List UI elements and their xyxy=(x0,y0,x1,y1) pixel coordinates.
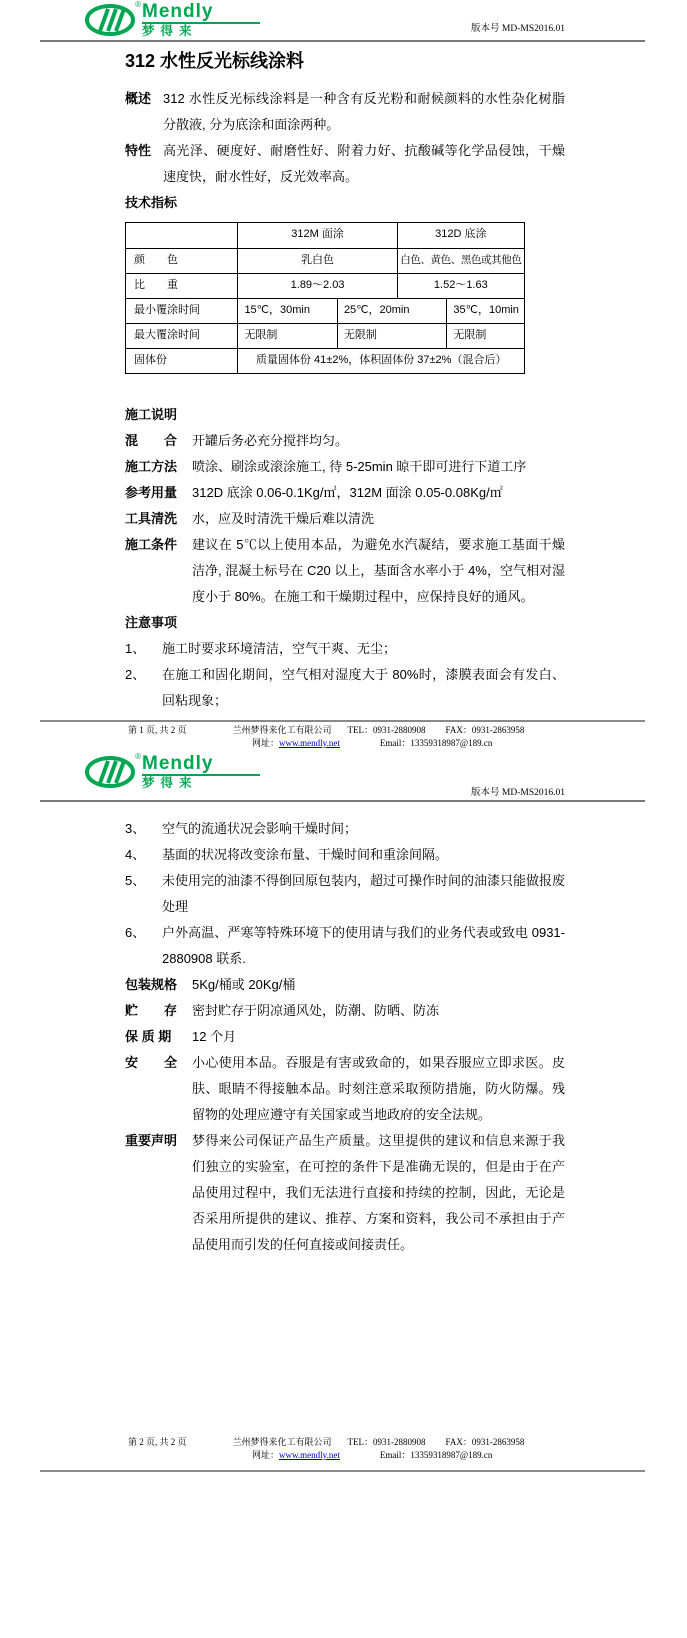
item-text: 5Kg/桶或 20Kg/桶 xyxy=(192,977,296,992)
tel-label: TEL：0931-2880908 xyxy=(347,725,426,735)
table-cell: 无限制 xyxy=(237,324,337,348)
construction-item-mixing xyxy=(125,428,565,454)
table-row-color xyxy=(126,248,524,273)
mendly-logo-icon xyxy=(85,2,139,36)
website-label xyxy=(252,1449,340,1462)
construction-item-cleaning xyxy=(125,506,565,532)
email-label: Email：13359318987@189.cn xyxy=(379,738,493,748)
version-label: 版本号 MD-MS2016.01 xyxy=(471,24,565,34)
construction-item-coverage xyxy=(125,480,565,506)
table-cell: 乳白色 xyxy=(237,249,396,273)
item-disclaimer xyxy=(125,1128,565,1258)
brand-name-cn: 梦得来 xyxy=(142,24,198,38)
table-cell xyxy=(126,223,237,248)
website-label xyxy=(252,737,340,750)
note-number: 1、 xyxy=(125,641,146,656)
item-label: 工具清洗 xyxy=(125,511,178,526)
table-cell: 25℃，20min xyxy=(337,299,446,323)
website-prefix: 网址： xyxy=(252,1450,280,1460)
note-item-2 xyxy=(125,662,565,714)
note-item-3 xyxy=(125,816,565,842)
email-label: Email：13359318987@189.cn xyxy=(379,1450,493,1460)
item-label: 保 质 期 xyxy=(125,1029,172,1044)
table-header-row xyxy=(126,223,524,248)
page-number: 第 2 页, 共 2 页 xyxy=(128,1437,187,1447)
footer-line-2 xyxy=(40,1449,645,1462)
notes-heading: 注意事项 xyxy=(125,615,178,630)
brand-name: Mendly xyxy=(142,753,214,774)
logo-text xyxy=(142,2,260,38)
footer-line-1 xyxy=(40,724,645,737)
table-row-specific-gravity xyxy=(126,273,524,298)
note-text: 空气的流通状况会影响干燥时间； xyxy=(162,821,358,836)
item-text: 水，应及时清洗干燥后难以清洗 xyxy=(192,511,375,526)
item-text: 开罐后务必充分搅拌均匀。 xyxy=(192,433,349,448)
website-link[interactable]: www.mendly.net xyxy=(279,1450,340,1460)
table-row-label: 最大覆涂时间 xyxy=(134,329,200,341)
note-text: 施工时要求环境清洁，空气干爽、无尘； xyxy=(162,641,397,656)
item-text: 梦得来公司保证产品生产质量。这里提供的建议和信息来源于我们独立的实验室，在可控的条件下是准确无误的，但是由于在产品使用过程中，我们无法进行直接和持续的控制，因此，无论是否采用所提供的建议、推荐、方案和资料，我公司不承担由于产品使用而引发的任何直接或间接责任。 xyxy=(192,1133,565,1252)
table-cell: 15℃，30min xyxy=(237,299,337,323)
construction-item-method xyxy=(125,454,565,480)
note-item-5 xyxy=(125,868,565,920)
table-row-max-recoat xyxy=(126,323,524,348)
item-shelf-life xyxy=(125,1024,565,1050)
item-label: 重要声明 xyxy=(125,1133,178,1148)
header-rule xyxy=(40,40,645,42)
brand-name-cn: 梦得来 xyxy=(142,776,198,790)
logo-text xyxy=(142,754,260,790)
footer-rule xyxy=(40,1470,645,1472)
features-section xyxy=(125,138,565,190)
table-row-label: 颜 色 xyxy=(134,254,178,266)
page-title: 312 水性反光标线涂料 xyxy=(125,51,305,71)
item-label: 参考用量 xyxy=(125,485,178,500)
note-item-1 xyxy=(125,636,565,662)
table-cell: 1.89～2.03 xyxy=(237,274,396,298)
overview-text: 312 水性反光标线涂料是一种含有反光粉和耐候颜料的水性杂化树脂分散液, 分为底涂和面涂两种。 xyxy=(163,91,565,132)
item-label: 混 合 xyxy=(125,433,178,448)
item-packaging xyxy=(125,972,565,998)
table-cell: 35℃，10min xyxy=(446,299,524,323)
mendly-logo xyxy=(85,2,687,38)
note-number: 3、 xyxy=(125,821,146,836)
fax-label: FAX：0931-2863958 xyxy=(445,1437,525,1447)
page2-footer xyxy=(40,1436,645,1462)
note-number: 2、 xyxy=(125,667,146,682)
features-text: 高光泽、硬度好、耐磨性好、附着力好、抗酸碱等化学品侵蚀，干燥速度快，耐水性好，反光效率高。 xyxy=(163,143,565,184)
item-safety xyxy=(125,1050,565,1128)
features-label: 特性 xyxy=(125,143,152,158)
table-col-header-312m: 312M 面涂 xyxy=(237,223,396,248)
item-label: 包装规格 xyxy=(125,977,178,992)
item-label: 施工方法 xyxy=(125,459,178,474)
mendly-logo xyxy=(85,754,687,790)
table-cell: 1.52～1.63 xyxy=(397,274,524,298)
note-item-6 xyxy=(125,920,565,972)
page-header xyxy=(0,0,687,42)
table-cell: 白色、黄色、黑色或其他色 xyxy=(397,249,524,273)
table-row-min-recoat xyxy=(126,298,524,323)
mendly-logo-icon xyxy=(85,754,139,788)
fax-label: FAX：0931-2863958 xyxy=(445,725,525,735)
page1-footer xyxy=(40,720,645,750)
table-cell: 质量固体份 41±2%，体积固体份 37±2%（混合后） xyxy=(237,349,524,373)
table-row-label: 比 重 xyxy=(134,279,178,291)
table-col-header-312d: 312D 底涂 xyxy=(397,223,524,248)
item-storage xyxy=(125,998,565,1024)
table-cell: 无限制 xyxy=(446,324,524,348)
website-link[interactable]: www.mendly.net xyxy=(279,738,340,748)
note-item-4 xyxy=(125,842,565,868)
note-number: 4、 xyxy=(125,847,146,862)
item-text: 密封贮存于阴凉通风处，防潮、防晒、防冻 xyxy=(192,1003,440,1018)
footer-line-2 xyxy=(40,737,645,750)
item-text: 312D 底涂 0.06-0.1Kg/㎡，312M 面涂 0.05-0.08Kg/㎡ xyxy=(192,485,503,500)
note-text: 未使用完的油漆不得倒回原包装内，超过可操作时间的油漆只能做报废处理 xyxy=(162,873,566,914)
item-text: 建议在 5℃以上使用本品，为避免水汽凝结，要求施工基面干燥洁净, 混凝土标号在 C20 以上，基面含水率小于 4%，空气相对湿度小于 80%。在施工和干燥期过程中，应保持良好的通风。 xyxy=(192,537,565,604)
page-header xyxy=(0,752,687,802)
footer-line-1 xyxy=(40,1436,645,1449)
table-row-label: 最小覆涂时间 xyxy=(134,304,200,316)
note-text: 基面的状况将改变涂布量、干燥时间和重涂间隔。 xyxy=(162,847,449,862)
company-name: 兰州梦得来化工有限公司 xyxy=(232,725,332,735)
registered-mark: ® xyxy=(135,752,141,761)
note-text: 户外高温、严寒等特殊环境下的使用请与我们的业务代表或致电 0931-2880908 联系. xyxy=(162,925,565,966)
page-1 xyxy=(0,0,687,752)
item-text: 喷涂、刷涂或滚涂施工, 待 5-25min 晾干即可进行下道工序 xyxy=(192,459,527,474)
table-cell: 无限制 xyxy=(337,324,446,348)
construction-heading: 施工说明 xyxy=(125,407,178,422)
item-label: 贮 存 xyxy=(125,1003,178,1018)
page-2 xyxy=(0,752,687,1638)
item-label: 安 全 xyxy=(125,1055,178,1070)
overview-label: 概述 xyxy=(125,91,152,106)
item-text: 12 个月 xyxy=(192,1029,237,1044)
table-row-solids xyxy=(126,348,524,373)
tel-label: TEL：0931-2880908 xyxy=(347,1437,426,1447)
version-label: 版本号 MD-MS2016.01 xyxy=(471,788,565,798)
company-name: 兰州梦得来化工有限公司 xyxy=(232,1437,332,1447)
tech-specs-table xyxy=(125,222,525,374)
registered-mark: ® xyxy=(135,0,141,9)
table-row-label: 固体份 xyxy=(134,354,167,366)
overview-section xyxy=(125,86,565,138)
item-text: 小心使用本品。吞服是有害或致命的，如果吞服应立即求医。皮肤、眼睛不得接触本品。时刻注意采取预防措施，防火防爆。残留物的处理应遵守有关国家或当地政府的安全法规。 xyxy=(192,1055,565,1122)
note-text: 在施工和固化期间，空气相对湿度大于 80%时，漆膜表面会有发白、回粘现象； xyxy=(162,667,565,708)
page-number: 第 1 页, 共 2 页 xyxy=(128,725,187,735)
note-number: 6、 xyxy=(125,925,146,940)
note-number: 5、 xyxy=(125,873,146,888)
item-label: 施工条件 xyxy=(125,537,178,552)
website-prefix: 网址： xyxy=(252,738,280,748)
construction-item-conditions xyxy=(125,532,565,610)
brand-name: Mendly xyxy=(142,1,214,22)
tech-specs-heading: 技术指标 xyxy=(125,195,178,210)
header-rule xyxy=(40,800,645,802)
